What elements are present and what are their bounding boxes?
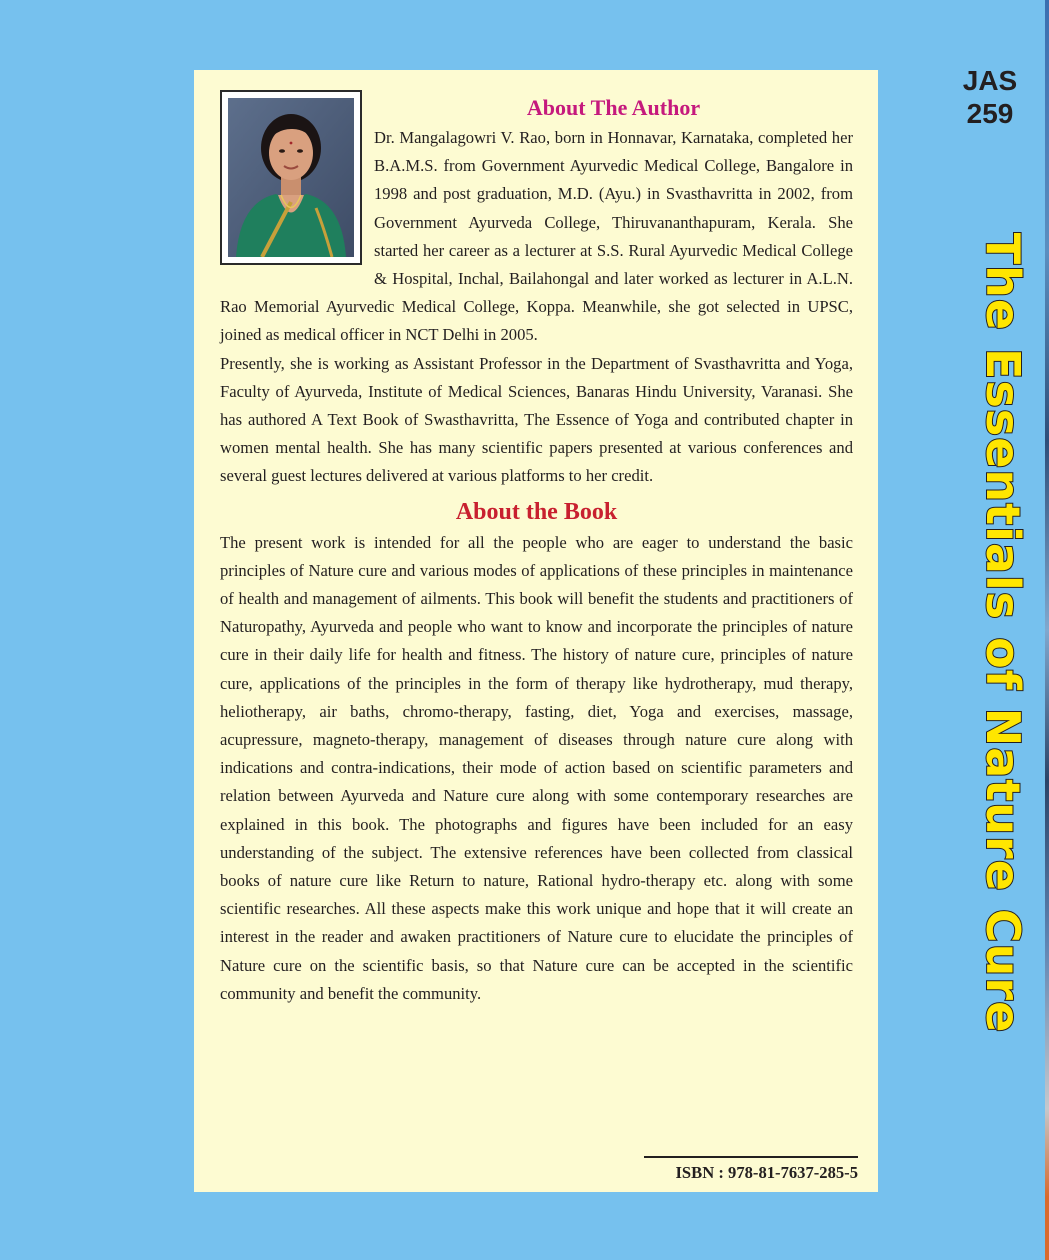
author-photo: [220, 90, 362, 265]
series-code-line-2: 259: [966, 98, 1014, 129]
series-code-line-1: JAS: [962, 65, 1018, 96]
back-cover-panel: [194, 70, 878, 1192]
isbn-block: [644, 1156, 858, 1186]
spine-edge-strip: [1045, 0, 1049, 1260]
author-portrait-image: [228, 98, 354, 257]
book-description-paragraph: The present work is intended for all the people who are eager to understand the basic principles of Nature cure and various modes of applications of these principles in maintenance of health and management of ailments. This book will benefit the students and practitioners of Naturopathy, Ayurveda and people who want to know and incorporate the principles of nature cure in their daily life for health and fitness. The history of nature cure, principles of nature cure, applications of the principles in the form of therapy like hydrotherapy, mud therapy, heliotherapy, air baths, chromo-therapy, fasting, diet, Yoga and exercises, massage, acupressure, magneto-therapy, management of diseases through nature cure along with indications and contra-indications, their mode of action based on scientific parameters and relation between Ayurveda and Nature cure along with some contemporary researches are explained in this book. The photographs and figures have been included for an easy understanding of the subject. The extensive references have been collected from classical books of nature cure like Return to nature, Rational hydro-therapy etc. along with some scientific researches. All these aspects make this work unique and hope that it will create an interest in the reader and awaken practitioners of Nature cure to elucidate the principles of Nature cure on the scientific basis, so that Nature cure can be accepted in the scientific community and benefit the community.: [220, 532, 853, 1003]
author-bio-paragraph-2: Presently, she is working as Assistant Professor in the Department of Svasthavritta and Yoga, Faculty of Ayurveda, Institute of Medical Sciences, Banaras Hindu University, Varanasi. She has authored A Text Book of Swasthavritta, The Essence of Yoga and contributed chapter in women mental health. She has many scientific papers presented at various conferences and several guest lectures delivered at various platforms to her credit.: [220, 353, 853, 486]
about-book-heading: About the Book: [455, 498, 618, 525]
about-author-heading: About The Author: [526, 95, 701, 120]
author-bio-paragraph-1: Dr. Mangalagowri V. Rao, born in Honnavar, Karnataka, completed her B.A.M.S. from Government Ayurvedic Medical College, Bangalore in 1998 and post graduation, M.D. (Ayu.) in Svasthavritta in 2002, from Government Ayurveda College, Thiruvananthapuram, Kerala. She started her career as a lecturer at S.S. Rural Ayurvedic Medical College & Hospital, Inchal, Bailahongal and later worked as lecturer in A.L.N. Rao Memorial Ayurvedic Medical College, Koppa. Meanwhile, she got selected in UPSC, joined as medical officer in NCT Delhi in 2005.: [220, 128, 853, 345]
series-code: [950, 64, 1030, 130]
spine-book-title: The Essentials of Nature Cure: [976, 232, 1030, 1034]
isbn-number: ISBN : 978-81-7637-285-5: [675, 1163, 858, 1182]
